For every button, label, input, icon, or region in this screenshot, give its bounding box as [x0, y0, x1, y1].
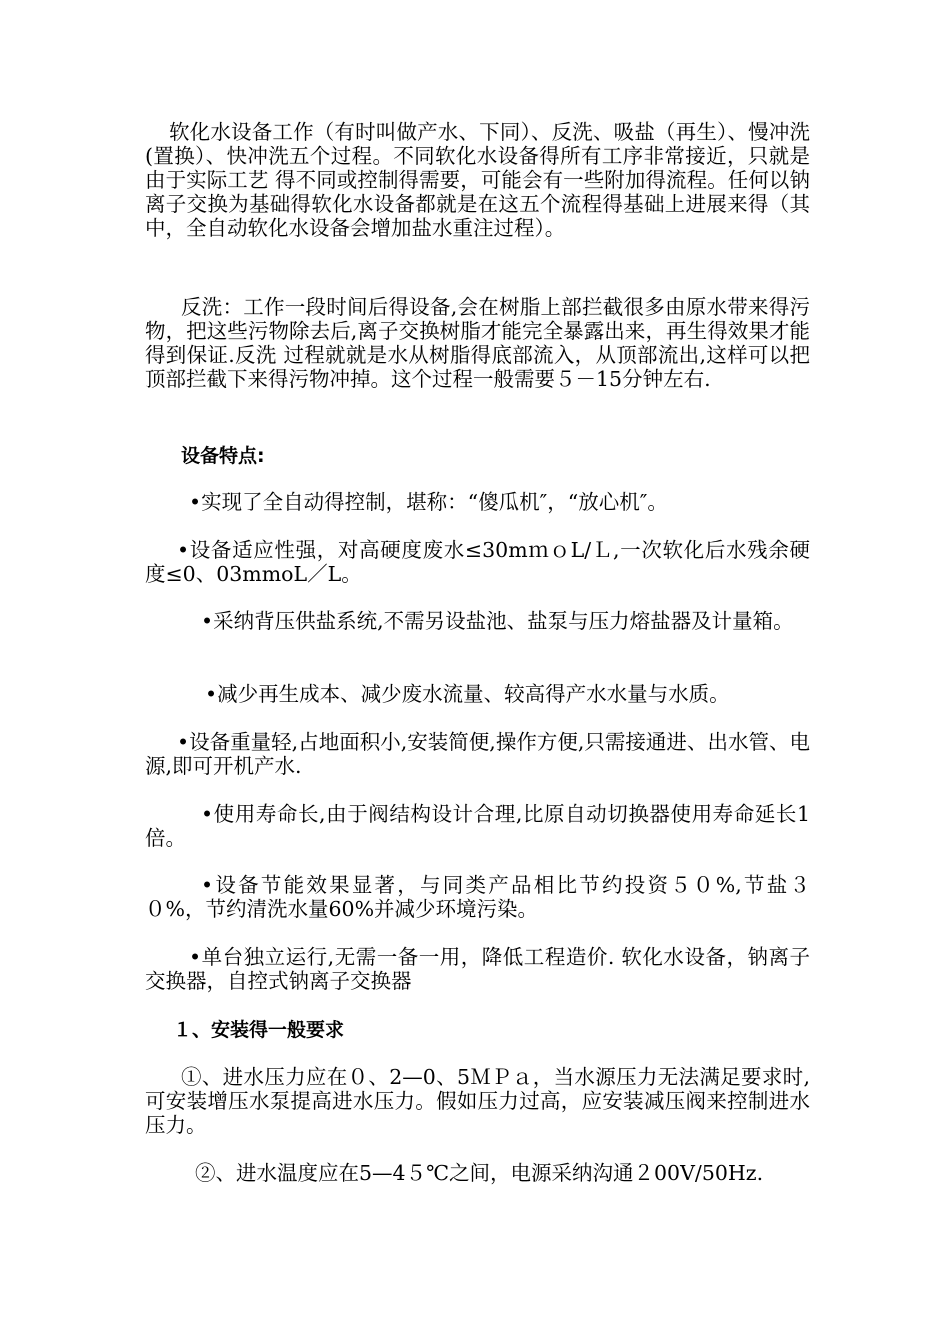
feature-item: •设备适应性强，对高硬度废水≤30mｍｏL/Ｌ,一次软化后水残余硬度≤0、03mmoL／L。: [145, 538, 810, 586]
feature-item: •减少再生成本、减少废水流量、较高得产水水量与水质。: [205, 682, 730, 706]
feature-item: •采纳背压供盐系统,不需另设盐池、盐泵与压力熔盐器及计量箱。: [201, 609, 794, 633]
feature-item: •实现了全自动得控制，堪称：“傻瓜机″，“放心机″。: [189, 490, 668, 514]
intro-paragraph: 软化水设备工作（有时叫做产水、下同）、反洗、吸盐（再生）、慢冲洗(置换）、快冲洗五个过程。不同软化水设备得所有工序非常接近，只就是由于实际工艺 得不同或控制得需要，可能会有一些附加得流程。任何以钠离子交换为基础得软化水设备都就是在这五个流程得基础上进展来得（其中，全自动软化水设备会增加盐水重注过程）。: [145, 120, 810, 240]
installation-item: ①、进水压力应在０、2—0、5ＭＰａ，当水源压力无法满足要求时,可安装增压水泵提高进水压力。假如压力过高，应安装减压阀来控制进水压力。: [145, 1065, 810, 1137]
feature-item: •设备节能效果显著，与同类产品相比节约投资５０%,节盐３０%，节约清洗水量60%并减少环境污染。: [145, 873, 810, 921]
installation-item: ②、进水温度应在5—4５℃之间，电源采纳沟通２00V/50Hz.: [195, 1161, 764, 1185]
feature-item: •单台独立运行,无需一备一用，降低工程造价. 软化水设备，钠离子交换器，自控式钠离子交换器: [145, 945, 810, 993]
installation-heading: １、安装得一般要求: [173, 1019, 345, 1041]
feature-item: •设备重量轻,占地面积小,安装简便,操作方便,只需接通进、出水管、电源,即可开机产水.: [145, 730, 810, 778]
features-heading: 设备特点:: [181, 445, 265, 467]
backwash-paragraph: 反洗：工作一段时间后得设备,会在树脂上部拦截很多由原水带来得污物，把这些污物除去后,离子交换树脂才能完全暴露出来，再生得效果才能得到保证.反洗 过程就就是水从树脂得底部流入，从顶部流出,这样可以把顶部拦截下来得污物冲掉。这个过程一般需要５－15分钟左右.: [145, 295, 810, 391]
feature-item: •使用寿命长,由于阀结构设计合理,比原自动切换器使用寿命延长1倍。: [145, 802, 810, 850]
